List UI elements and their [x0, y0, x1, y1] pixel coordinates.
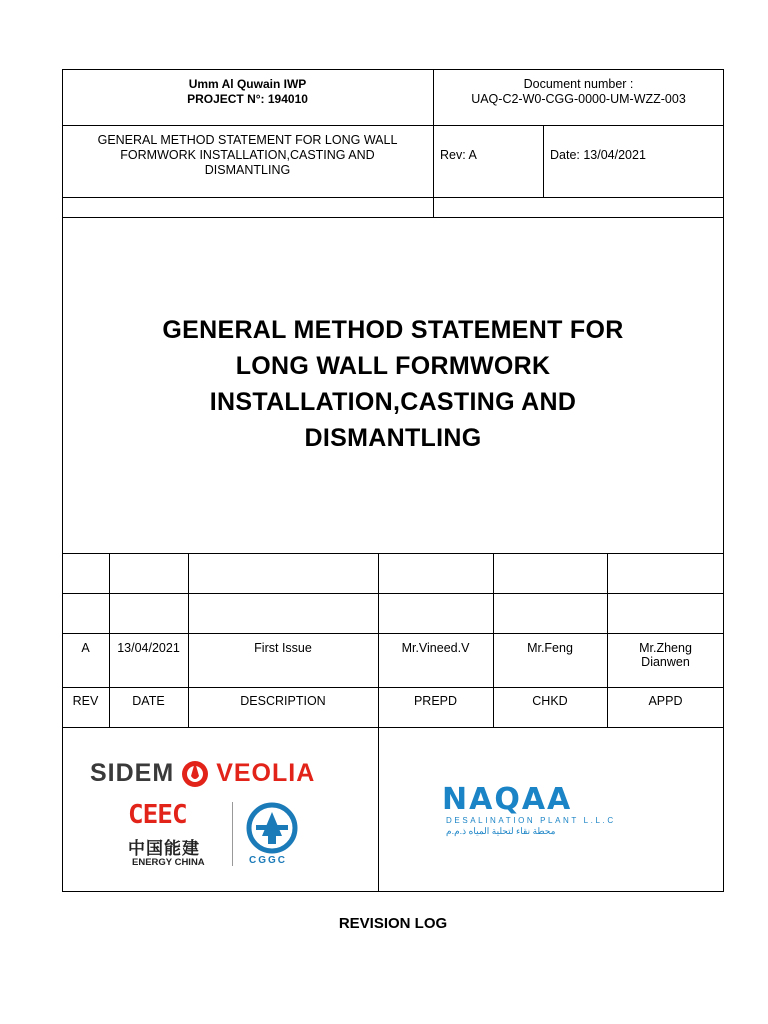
rule — [62, 553, 724, 554]
cggc-globe-icon — [246, 802, 298, 854]
sidem-veolia-logo — [90, 756, 315, 790]
header-appd: APPD — [648, 694, 683, 708]
doc-number: UAQ-C2-W0-CGG-0000-UM-WZZ-003 — [471, 92, 686, 106]
naqaa-logo — [440, 780, 680, 840]
rule — [62, 125, 724, 126]
header-chkd: CHKD — [532, 694, 568, 708]
revision-field: Rev: A — [440, 148, 477, 162]
date-cell: 13/04/2021 — [117, 641, 180, 655]
chkd-cell: Mr.Feng — [527, 641, 573, 655]
rule — [62, 197, 724, 198]
veolia-drop-icon — [180, 756, 210, 790]
rule — [62, 727, 724, 728]
project-name: Umm Al Quwain IWP — [188, 77, 307, 91]
cggc-wordmark: CGGC — [249, 855, 287, 866]
rule — [62, 687, 724, 688]
energy-china-cn: 中国能建 — [128, 839, 200, 858]
sidem-wordmark: SIDEM — [90, 758, 175, 787]
revision-log-caption: REVISION LOG — [338, 915, 448, 932]
description-cell: First Issue — [254, 641, 312, 655]
naqaa-arabic: محطة نقاء لتحلية المياه ذ.م.م — [446, 826, 556, 836]
doc-number-label: Document number : — [523, 77, 634, 91]
header-rev: REV — [72, 694, 99, 708]
short-title-line: FORMWORK INSTALLATION,CASTING AND — [120, 148, 375, 162]
main-title-line: LONG WALL FORMWORK — [235, 352, 551, 380]
main-title-line: GENERAL METHOD STATEMENT FOR — [162, 316, 624, 344]
rule — [62, 593, 724, 594]
rule — [62, 633, 724, 634]
naqaa-wordmark: NAQAA — [442, 782, 573, 817]
veolia-wordmark: VEOLIA — [216, 758, 316, 787]
ceec-wordmark: CEEC — [128, 800, 187, 830]
main-title-line: DISMANTLING — [304, 424, 482, 452]
prepd-cell: Mr.Vineed.V — [401, 641, 470, 655]
date-field: Date: 13/04/2021 — [550, 148, 646, 162]
header-description: DESCRIPTION — [240, 694, 326, 708]
main-title-line: INSTALLATION,CASTING AND — [209, 388, 577, 416]
logo-divider — [232, 802, 233, 866]
project-number: PROJECT N°: 194010 — [187, 92, 308, 106]
appd-cell: Mr.Zheng — [639, 641, 692, 655]
header-prepd: PREPD — [413, 694, 458, 708]
rule — [378, 553, 379, 892]
header-date: DATE — [132, 694, 165, 708]
rule — [543, 125, 544, 197]
short-title-line: GENERAL METHOD STATEMENT FOR LONG WALL — [97, 133, 398, 147]
main-title — [62, 312, 724, 456]
naqaa-subtitle: DESALINATION PLANT L.L.C — [446, 816, 616, 825]
rev-cell: A — [81, 641, 90, 655]
energy-china-logo — [128, 800, 318, 870]
energy-china-en: ENERGY CHINA — [132, 857, 205, 868]
rule — [62, 217, 724, 218]
short-title-line: DISMANTLING — [204, 163, 291, 177]
appd-cell: Dianwen — [641, 655, 690, 669]
